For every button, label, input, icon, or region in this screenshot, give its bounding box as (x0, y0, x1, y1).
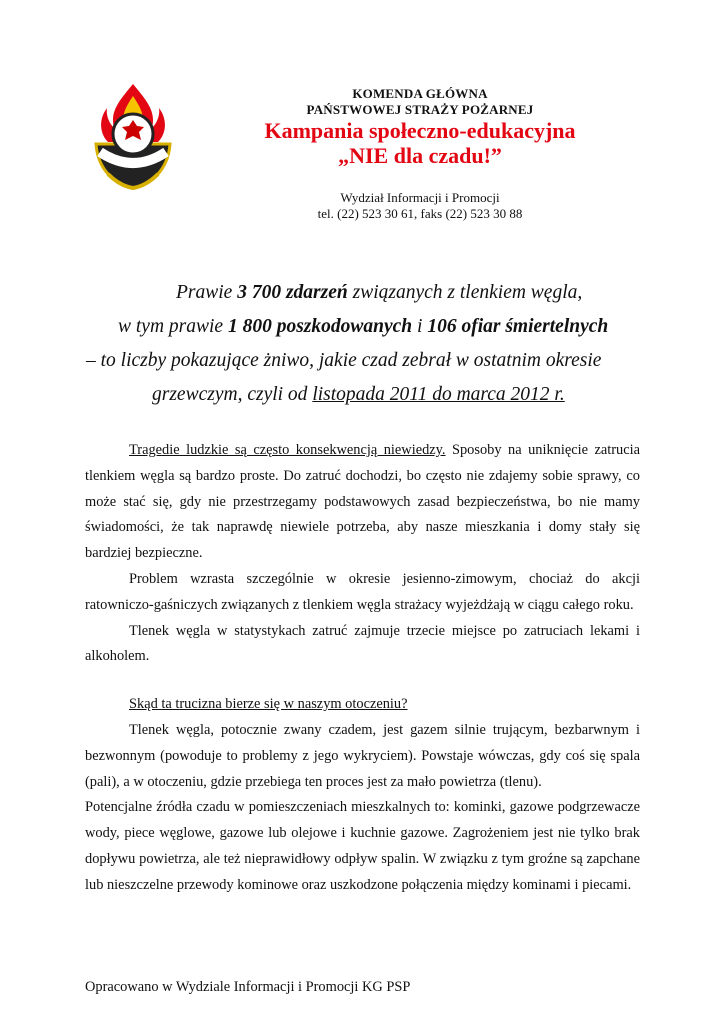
paragraph (85, 438, 640, 567)
campaign-title: Kampania społeczno-edukacyjna (264, 118, 576, 143)
lead-emphasis: 3 700 zdarzeń (237, 282, 348, 303)
lead-emphasis: 106 ofiar śmiertelnych (427, 316, 609, 337)
lead-date-range: listopada 2011 do marca 2012 r. (312, 384, 565, 405)
lead-line (80, 276, 680, 310)
lead-text: w tym prawie (118, 316, 228, 337)
section-heading-text: Skąd ta trucizna bierze się w naszym otoczeniu? (129, 696, 408, 713)
lead-line (80, 378, 680, 412)
department-name: Wydział Informacji i Promocji (340, 190, 500, 205)
lead-text: grzewczym, czyli od (152, 384, 313, 405)
paragraph: Tlenek węgla, potocznie zwany czadem, jest gazem silnie trującym, bezbarwnym i bezwonnym (powoduje to problemy z jego wykryciem). Powstaje wówczas, gdy coś się spala (pali), a w otoczeniu, gdzie przebiega ten proces jest za mało powietrza (tlenu). (85, 721, 640, 790)
campaign-slogan: „NIE dla czadu!” (338, 143, 502, 168)
lead-line: – to liczby pokazujące żniwo, jakie czad zebrał w ostatnim okresie (86, 350, 602, 371)
paragraph: Tlenek węgla w statystykach zatruć zajmuje trzecie miejsce po zatruciach lekami i alkoholem. (85, 622, 640, 665)
spacer (85, 670, 640, 692)
paragraph: Potencjalne źródła czadu w pomieszczeniach mieszkalnych to: kominki, gazowe podgrzewacze wody, piece węglowe, gazowe lub olejowe i kuchnie gazowe. Zagrożeniem jest nie tylko brak dopływu powietrza, ale też nieprawidłowy odpływ spalin. W związku z tym groźne są zapchane lub nieszczelne przewody kominowe oraz uszkodzone połączenia między kominami i piecami. (85, 799, 640, 893)
lead-text: i (412, 316, 428, 337)
paragraph: Problem wzrasta szczególnie w okresie jesienno-zimowym, chociaż do akcji ratowniczo-gaśniczych związanych z tlenkiem węgla strażacy wyjeżdżają w ciągu całego roku. (85, 570, 640, 613)
psp-emblem-icon (88, 82, 178, 194)
org-name-line2: PAŃSTWOWEJ STRAŻY POŻARNEJ (306, 102, 534, 117)
paragraph-underlined-sentence: Tragedie ludzkie są często konsekwencją niewiedzy. (129, 442, 446, 458)
paragraph-text: Sposoby na uniknięcie zatrucia tlenkiem węgla są bardzo proste. Do zatruć dochodzi, bo często nie zdajemy sobie sprawy, co może stać się, gdy nie przestrzegamy podstawowych zasad bezpieczeństwa, bo nie mamy świadomości, że tak naprawdę niewiele potrzeba, aby nasze mieszkania i domy stały się bardziej bezpieczne. (85, 442, 640, 562)
lead-statement (80, 276, 680, 412)
lead-line (80, 310, 680, 344)
contact-phone: tel. (22) 523 30 61, faks (22) 523 30 88 (317, 206, 523, 221)
footer-note: Opracowano w Wydziale Informacji i Promocji KG PSP (85, 979, 411, 995)
document-header (200, 86, 640, 222)
lead-text: Prawie (176, 282, 238, 303)
lead-text: związanych z tlenkiem węgla, (347, 282, 583, 303)
document-body (85, 438, 640, 899)
org-name-line1: KOMENDA GŁÓWNA (352, 86, 488, 101)
section-heading (85, 692, 640, 718)
lead-emphasis: 1 800 poszkodowanych (227, 316, 413, 337)
